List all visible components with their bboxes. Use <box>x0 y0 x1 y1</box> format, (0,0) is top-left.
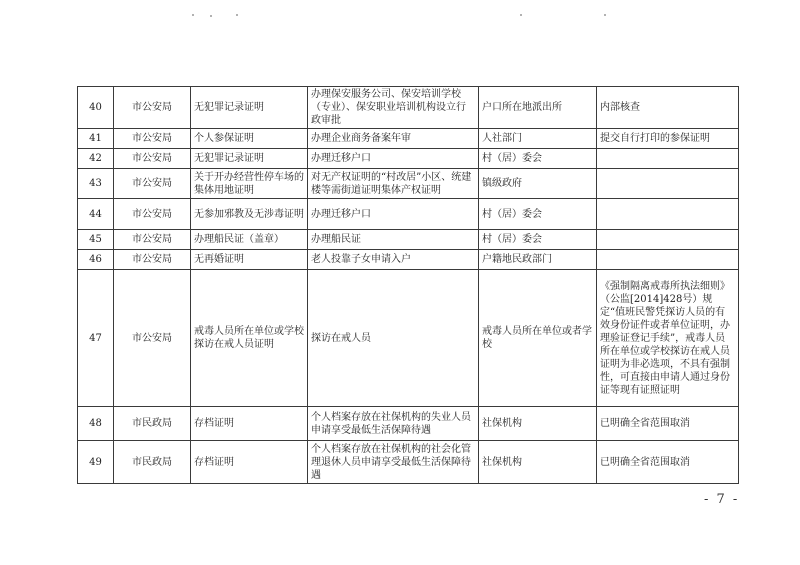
table-row <box>78 230 739 250</box>
row-index: 42 <box>78 149 114 169</box>
certificate-name: 关于开办经营性停车场的集体用地证明 <box>191 169 308 199</box>
row-index: 49 <box>78 441 114 484</box>
issuer: 人社部门 <box>479 129 597 149</box>
purpose: 办理迁移户口 <box>308 149 479 169</box>
certificate-name: 戒毒人员所在单位或学校探访在戒人员证明 <box>191 270 308 407</box>
department: 市公安局 <box>114 270 191 407</box>
issuer: 戒毒人员所在单位或者学校 <box>479 270 597 407</box>
issuer: 户口所在地派出所 <box>479 87 597 129</box>
purpose: 对无产权证明的“村改居”小区、统建楼等需街道证明集体产权证明 <box>308 169 479 199</box>
purpose: 个人档案存放在社保机构的社会化管理退休人员申请享受最低生活保障待遇 <box>308 441 479 484</box>
scan-speck <box>236 14 238 16</box>
row-index: 45 <box>78 230 114 250</box>
certificate-name: 办理船民证（盖章） <box>191 230 308 250</box>
issuer: 镇级政府 <box>479 169 597 199</box>
table-row <box>78 407 739 441</box>
note <box>597 250 739 270</box>
table-row <box>78 199 739 230</box>
department: 市民政局 <box>114 407 191 441</box>
row-index: 41 <box>78 129 114 149</box>
scan-speck <box>210 15 212 17</box>
note <box>597 149 739 169</box>
note <box>597 230 739 250</box>
issuer: 村（居）委会 <box>479 149 597 169</box>
certificate-name: 个人参保证明 <box>191 129 308 149</box>
scan-speck <box>520 14 522 16</box>
purpose: 办理保安服务公司、保安培训学校（专业）、保安职业培训机构设立行政审批 <box>308 87 479 129</box>
purpose: 个人档案存放在社保机构的失业人员申请享受最低生活保障待遇 <box>308 407 479 441</box>
certificate-name: 无犯罪记录证明 <box>191 87 308 129</box>
row-index: 40 <box>78 87 114 129</box>
note: 内部核查 <box>597 87 739 129</box>
table-row <box>78 441 739 484</box>
note <box>597 199 739 230</box>
note: 已明确全省范围取消 <box>597 407 739 441</box>
certificate-table <box>77 86 739 484</box>
row-index: 44 <box>78 199 114 230</box>
issuer: 社保机构 <box>479 407 597 441</box>
table-row <box>78 169 739 199</box>
department: 市公安局 <box>114 87 191 129</box>
certificate-name: 存档证明 <box>191 441 308 484</box>
department: 市公安局 <box>114 250 191 270</box>
row-index: 46 <box>78 250 114 270</box>
table-row <box>78 149 739 169</box>
certificate-name: 存档证明 <box>191 407 308 441</box>
row-index: 47 <box>78 270 114 407</box>
department: 市公安局 <box>114 199 191 230</box>
purpose: 办理企业商务备案年审 <box>308 129 479 149</box>
purpose: 老人投靠子女申请入户 <box>308 250 479 270</box>
table-row <box>78 87 739 129</box>
note: 已明确全省范围取消 <box>597 441 739 484</box>
table-row <box>78 270 739 407</box>
department: 市公安局 <box>114 230 191 250</box>
row-index: 43 <box>78 169 114 199</box>
scan-speck <box>604 14 606 16</box>
scan-speck <box>192 14 194 16</box>
purpose: 办理迁移户口 <box>308 199 479 230</box>
purpose: 探访在戒人员 <box>308 270 479 407</box>
note: 提交自行打印的参保证明 <box>597 129 739 149</box>
certificate-name: 无再婚证明 <box>191 250 308 270</box>
department: 市公安局 <box>114 129 191 149</box>
note: 《强制隔离戒毒所执法细则》（公监[2014]428号）规定“值班民警凭探访人员的有效身份证件或者单位证明，办理验证登记手续”，戒毒人员所在单位或学校探访在戒人员证明为非必选项，不具有强制性，可直接由申请人通过身份证等现有证照证明 <box>597 270 739 407</box>
certificate-name: 无参加邪教及无涉毒证明 <box>191 199 308 230</box>
issuer: 村（居）委会 <box>479 199 597 230</box>
row-index: 48 <box>78 407 114 441</box>
issuer: 社保机构 <box>479 441 597 484</box>
table-row <box>78 129 739 149</box>
note <box>597 169 739 199</box>
issuer: 户籍地民政部门 <box>479 250 597 270</box>
department: 市公安局 <box>114 169 191 199</box>
purpose: 办理船民证 <box>308 230 479 250</box>
table-row <box>78 250 739 270</box>
page-number: - 7 - <box>704 492 740 507</box>
department: 市民政局 <box>114 441 191 484</box>
certificate-name: 无犯罪记录证明 <box>191 149 308 169</box>
issuer: 村（居）委会 <box>479 230 597 250</box>
department: 市公安局 <box>114 149 191 169</box>
